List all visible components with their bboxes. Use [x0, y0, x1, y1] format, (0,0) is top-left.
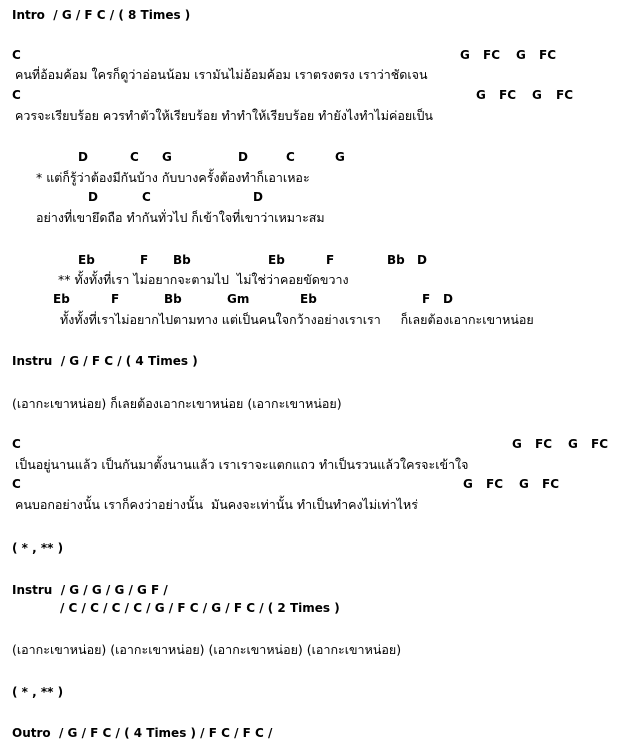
lyric-line: * แต่ก็รู้ว่าต้องมีกันบ้าง กับบางครั้งต้องทำก็เอาเหอะ [36, 170, 310, 185]
chord: Bb [173, 253, 191, 267]
chord: G [162, 150, 172, 164]
chord: Eb [268, 253, 285, 267]
chord: D [78, 150, 88, 164]
chord: F [111, 292, 120, 306]
chord: C [286, 150, 295, 164]
chord: Bb [387, 253, 405, 267]
chord: FC [542, 477, 560, 491]
chord: G [476, 88, 486, 102]
chord: C [12, 437, 21, 451]
lyric-line: เป็นอยู่นานแล้ว เป็นกันมาตั้งนานแล้ว เราเราจะแตกแถว ทำเป็นรวนแล้วใครจะเข้าใจ [15, 457, 469, 472]
lyric-line: ควรจะเรียบร้อย ควรทำตัวให้เรียบร้อย ทำทำให้เรียบร้อย ทำยังไงทำไม่ค่อยเป็น [15, 108, 433, 123]
tag-line: (เอากะเขาหน่อย) (เอากะเขาหน่อย) (เอากะเขาหน่อย) (เอากะเขาหน่อย) [12, 642, 402, 657]
chord: C [12, 88, 21, 102]
chord: F [140, 253, 149, 267]
chord: FC [499, 88, 517, 102]
chord: Eb [78, 253, 95, 267]
chord: FC [486, 477, 504, 491]
lyric-line: คนบอกอย่างนั้น เราก็คงว่าอย่างนั้น มันคงจะเท่านั้น ทำเป็นทำคงไม่เท่าไหร่ [15, 497, 418, 512]
chord: G [512, 437, 522, 451]
chord: F [326, 253, 335, 267]
repeat-line: ( * , ** ) [12, 541, 64, 555]
outro-line: Outro / G / F C / ( 4 Times ) / F C / F C / [12, 726, 273, 740]
lyric-line: ** ทั้งทั้งที่เรา ไม่อยากจะตามไป ไม่ใช่ว่าคอยขัดขวาง [58, 272, 349, 287]
chord: Bb [164, 292, 182, 306]
chord: D [417, 253, 427, 267]
chord: D [238, 150, 248, 164]
lyric-line: ทั้งทั้งที่เราไม่อยากไปตามทาง แต่เป็นคนใจกว้างอย่างเราเรา ก็เลยต้องเอากะเขาหน่อย [60, 312, 534, 327]
lyric-line: อย่างที่เขายึดถือ ทำกันทั่วไป ก็เข้าใจที่เขาว่าเหมาะสม [36, 210, 325, 225]
chord: G [516, 48, 526, 62]
tag-line: (เอากะเขาหน่อย) ก็เลยต้องเอากะเขาหน่อย (เอากะเขาหน่อย) [12, 396, 342, 411]
chord: Gm [227, 292, 250, 306]
chord: FC [483, 48, 501, 62]
intro-line: Intro / G / F C / ( 8 Times ) [12, 8, 191, 22]
chord: G [568, 437, 578, 451]
instru-line: / C / C / C / C / G / F C / G / F C / ( 2 Times ) [60, 601, 340, 615]
chord: Eb [53, 292, 70, 306]
chord: FC [539, 48, 557, 62]
chord: C [130, 150, 139, 164]
chord: G [519, 477, 529, 491]
chord: D [443, 292, 453, 306]
chord: G [463, 477, 473, 491]
instru-line: Instru / G / F C / ( 4 Times ) [12, 354, 198, 368]
chord: C [142, 190, 151, 204]
lyric-line: คนที่อ้อมค้อม ใครก็ดูว่าอ่อนน้อม เรามันไม่อ้อมค้อม เราตรงตรง เราว่าชัดเจน [15, 67, 428, 82]
chord: D [253, 190, 263, 204]
chord: G [335, 150, 345, 164]
chord: C [12, 477, 21, 491]
chord: FC [556, 88, 574, 102]
instru-line: Instru / G / G / G / G F / [12, 583, 168, 597]
chord: FC [591, 437, 609, 451]
chord: G [532, 88, 542, 102]
chord: FC [535, 437, 553, 451]
repeat-line: ( * , ** ) [12, 685, 64, 699]
chord: C [12, 48, 21, 62]
chord: D [88, 190, 98, 204]
chord: F [422, 292, 431, 306]
chord: Eb [300, 292, 317, 306]
chord: G [460, 48, 470, 62]
